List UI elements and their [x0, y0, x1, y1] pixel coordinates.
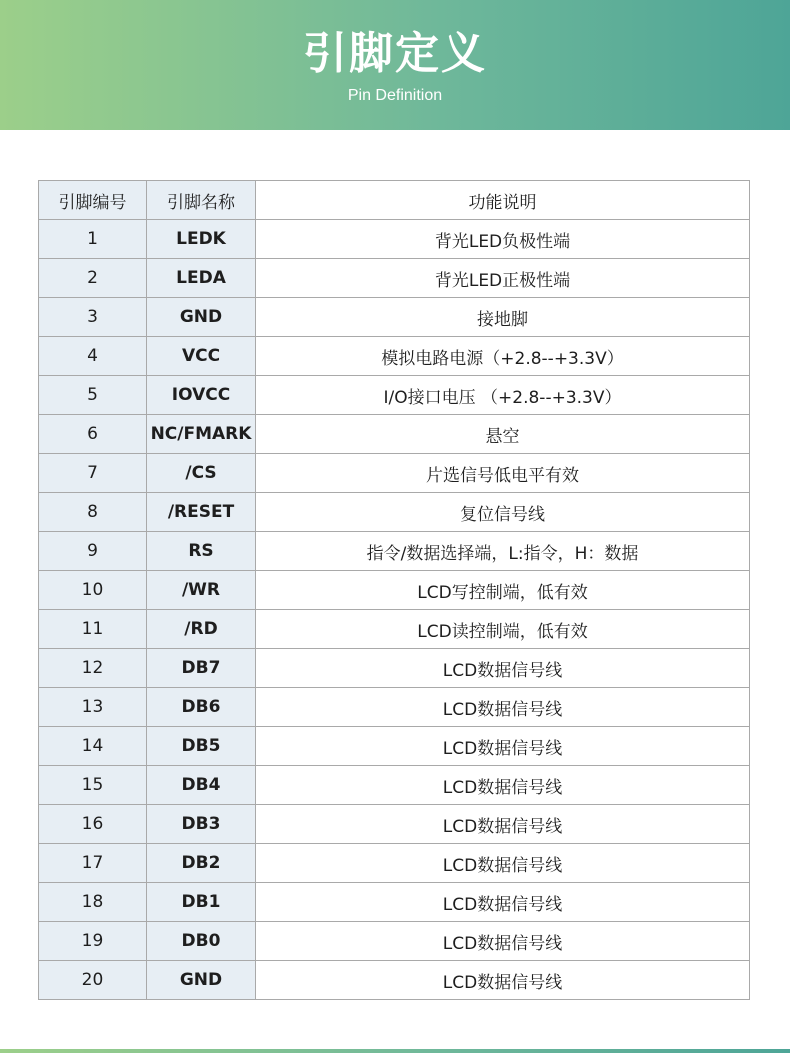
- pin-number-cell: 8: [39, 493, 147, 532]
- pin-number-cell: 4: [39, 337, 147, 376]
- table-row: [39, 610, 750, 649]
- pin-number-cell: 9: [39, 532, 147, 571]
- footer-divider: [0, 1049, 790, 1053]
- pin-number-cell: 10: [39, 571, 147, 610]
- table-row: [39, 415, 750, 454]
- table-row: [39, 298, 750, 337]
- pin-name-cell: /RESET: [147, 493, 256, 532]
- pin-number-cell: 20: [39, 961, 147, 1000]
- pin-definition-table: [38, 180, 750, 1000]
- pin-number-cell: 16: [39, 805, 147, 844]
- page-subtitle: Pin Definition: [347, 87, 443, 104]
- function-description-cell: 片选信号低电平有效: [256, 454, 750, 493]
- table-row: [39, 532, 750, 571]
- pin-number-cell: 14: [39, 727, 147, 766]
- pin-number-cell: 13: [39, 688, 147, 727]
- pin-number-cell: 19: [39, 922, 147, 961]
- pin-name-cell: GND: [147, 961, 256, 1000]
- function-description-cell: LCD读控制端，低有效: [256, 610, 750, 649]
- table-row: [39, 259, 750, 298]
- function-description-cell: 复位信号线: [256, 493, 750, 532]
- table-row: [39, 571, 750, 610]
- table-row: [39, 376, 750, 415]
- pin-name-cell: DB4: [147, 766, 256, 805]
- table-row: [39, 805, 750, 844]
- function-description-cell: LCD数据信号线: [256, 649, 750, 688]
- table-row: [39, 337, 750, 376]
- function-description-cell: LCD写控制端，低有效: [256, 571, 750, 610]
- function-description-cell: LCD数据信号线: [256, 961, 750, 1000]
- table-row: [39, 922, 750, 961]
- pin-name-cell: LEDK: [147, 220, 256, 259]
- header-pin-name: 引脚名称: [147, 181, 256, 220]
- page-title: 引脚定义: [303, 28, 487, 79]
- pin-name-cell: DB6: [147, 688, 256, 727]
- function-description-cell: LCD数据信号线: [256, 727, 750, 766]
- function-description-cell: 接地脚: [256, 298, 750, 337]
- pin-name-cell: DB5: [147, 727, 256, 766]
- pin-name-cell: DB1: [147, 883, 256, 922]
- function-description-cell: 模拟电路电源（+2.8--+3.3V）: [256, 337, 750, 376]
- pin-name-cell: VCC: [147, 337, 256, 376]
- page-header-banner: [0, 0, 790, 130]
- pin-name-cell: /WR: [147, 571, 256, 610]
- pin-number-cell: 12: [39, 649, 147, 688]
- table-row: [39, 883, 750, 922]
- table-row: [39, 688, 750, 727]
- function-description-cell: LCD数据信号线: [256, 766, 750, 805]
- pin-name-cell: DB7: [147, 649, 256, 688]
- function-description-cell: I/O接口电压 （+2.8--+3.3V）: [256, 376, 750, 415]
- header-function-description: 功能说明: [256, 181, 750, 220]
- function-description-cell: 背光LED负极性端: [256, 220, 750, 259]
- header-pin-number: 引脚编号: [39, 181, 147, 220]
- pin-name-cell: DB0: [147, 922, 256, 961]
- table-row: [39, 220, 750, 259]
- pin-name-cell: DB2: [147, 844, 256, 883]
- table-row: [39, 766, 750, 805]
- pin-name-cell: NC/FMARK: [147, 415, 256, 454]
- table-row: [39, 649, 750, 688]
- pin-name-cell: /CS: [147, 454, 256, 493]
- function-description-cell: LCD数据信号线: [256, 922, 750, 961]
- function-description-cell: LCD数据信号线: [256, 883, 750, 922]
- pin-number-cell: 3: [39, 298, 147, 337]
- table-row: [39, 454, 750, 493]
- function-description-cell: LCD数据信号线: [256, 688, 750, 727]
- table-row: [39, 727, 750, 766]
- function-description-cell: 背光LED正极性端: [256, 259, 750, 298]
- pin-number-cell: 1: [39, 220, 147, 259]
- pin-number-cell: 5: [39, 376, 147, 415]
- table-row: [39, 961, 750, 1000]
- pin-number-cell: 6: [39, 415, 147, 454]
- pin-name-cell: RS: [147, 532, 256, 571]
- table-row: [39, 493, 750, 532]
- pin-number-cell: 11: [39, 610, 147, 649]
- table-header-row: [39, 181, 750, 220]
- table-row: [39, 844, 750, 883]
- pin-name-cell: /RD: [147, 610, 256, 649]
- function-description-cell: 悬空: [256, 415, 750, 454]
- pin-number-cell: 18: [39, 883, 147, 922]
- pin-number-cell: 15: [39, 766, 147, 805]
- pin-name-cell: GND: [147, 298, 256, 337]
- function-description-cell: 指令/数据选择端，L:指令，H：数据: [256, 532, 750, 571]
- function-description-cell: LCD数据信号线: [256, 844, 750, 883]
- pin-number-cell: 17: [39, 844, 147, 883]
- pin-name-cell: DB3: [147, 805, 256, 844]
- pin-number-cell: 2: [39, 259, 147, 298]
- pin-name-cell: LEDA: [147, 259, 256, 298]
- pin-number-cell: 7: [39, 454, 147, 493]
- pin-name-cell: IOVCC: [147, 376, 256, 415]
- function-description-cell: LCD数据信号线: [256, 805, 750, 844]
